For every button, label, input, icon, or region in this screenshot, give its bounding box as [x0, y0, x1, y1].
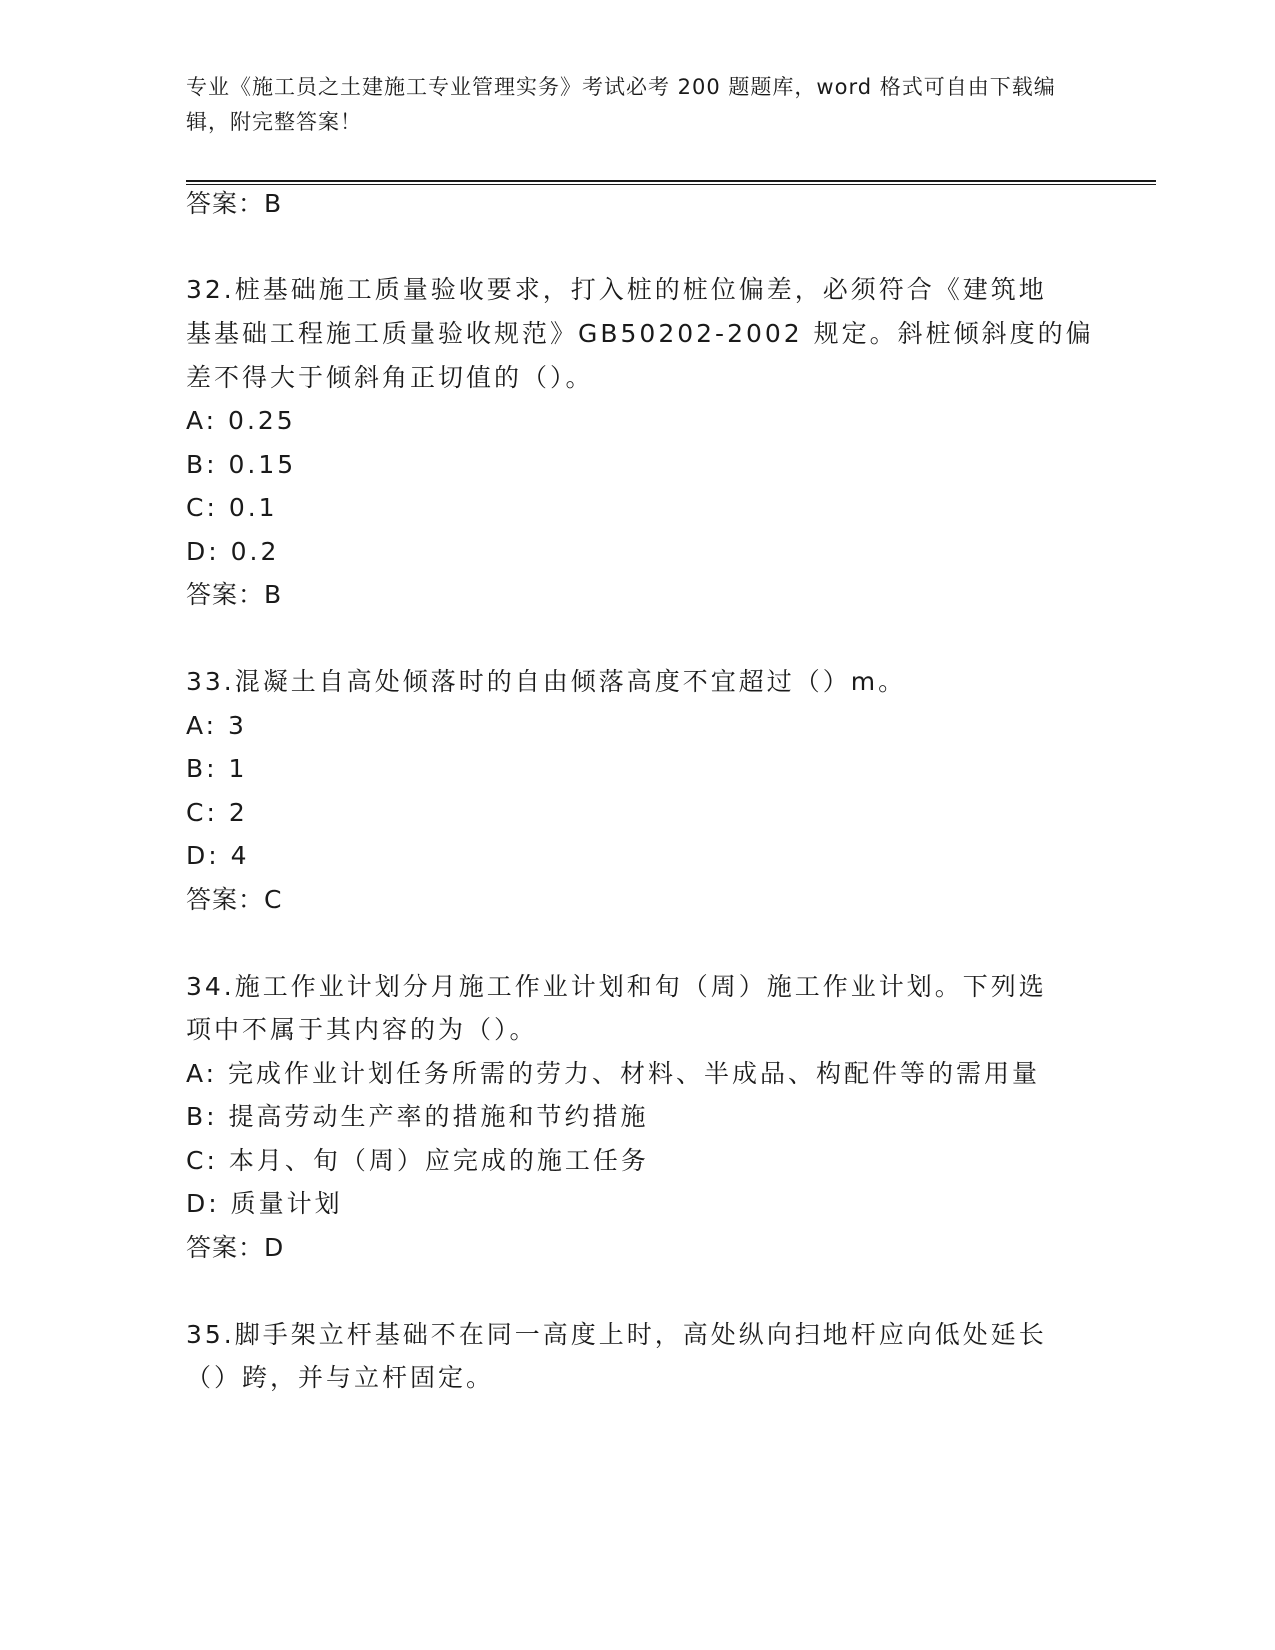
document-header: 专业《施工员之土建施工专业管理实务》考试必考 200 题题库，word 格式可自由下载编辑，附完整答案！ — [186, 75, 1056, 134]
question-32-line-2: 基基础工程施工质量验收规范》GB50202-2002 规定。斜桩倾斜度的偏 — [186, 319, 1094, 348]
question-33-option-b: B: 1 — [186, 754, 248, 783]
question-35-line-2: （）跨，并与立杆固定。 — [186, 1363, 495, 1392]
question-34-option-c: C: 本月、旬（周）应完成的施工任务 — [186, 1146, 649, 1175]
question-33-option-c: C: 2 — [186, 798, 248, 827]
question-34-option-a: A: 完成作业计划任务所需的劳力、材料、半成品、构配件等的需用量 — [186, 1059, 1041, 1088]
question-33-line-1: 33.混凝土自高处倾落时的自由倾落高度不宜超过（）m。 — [186, 667, 907, 696]
header-divider — [186, 180, 1156, 185]
question-34-option-d: D: 质量计划 — [186, 1189, 343, 1218]
question-34-answer: 答案：D — [186, 1233, 285, 1262]
question-33-answer: 答案：C — [186, 885, 283, 914]
question-34-option-b: B: 提高劳动生产率的措施和节约措施 — [186, 1102, 649, 1131]
question-32-option-d: D: 0.2 — [186, 537, 280, 566]
question-32-option-a: A: 0.25 — [186, 406, 296, 435]
question-33-option-a: A: 3 — [186, 711, 247, 740]
question-34-line-2: 项中不属于其内容的为（）。 — [186, 1015, 538, 1044]
answer-line: 答案：B — [186, 189, 283, 218]
question-32-line-3: 差不得大于倾斜角正切值的（）。 — [186, 363, 594, 392]
question-32-option-c: C: 0.1 — [186, 493, 278, 522]
question-35-line-1: 35.脚手架立杆基础不在同一高度上时，高处纵向扫地杆应向低处延长 — [186, 1320, 1047, 1349]
question-32-answer: 答案：B — [186, 580, 283, 609]
question-33-option-d: D: 4 — [186, 841, 250, 870]
question-34-line-1: 34.施工作业计划分月施工作业计划和旬（周）施工作业计划。下列选 — [186, 972, 1047, 1001]
question-32-line-1: 32.桩基础施工质量验收要求，打入桩的桩位偏差，必须符合《建筑地 — [186, 275, 1047, 304]
question-32-option-b: B: 0.15 — [186, 450, 297, 479]
